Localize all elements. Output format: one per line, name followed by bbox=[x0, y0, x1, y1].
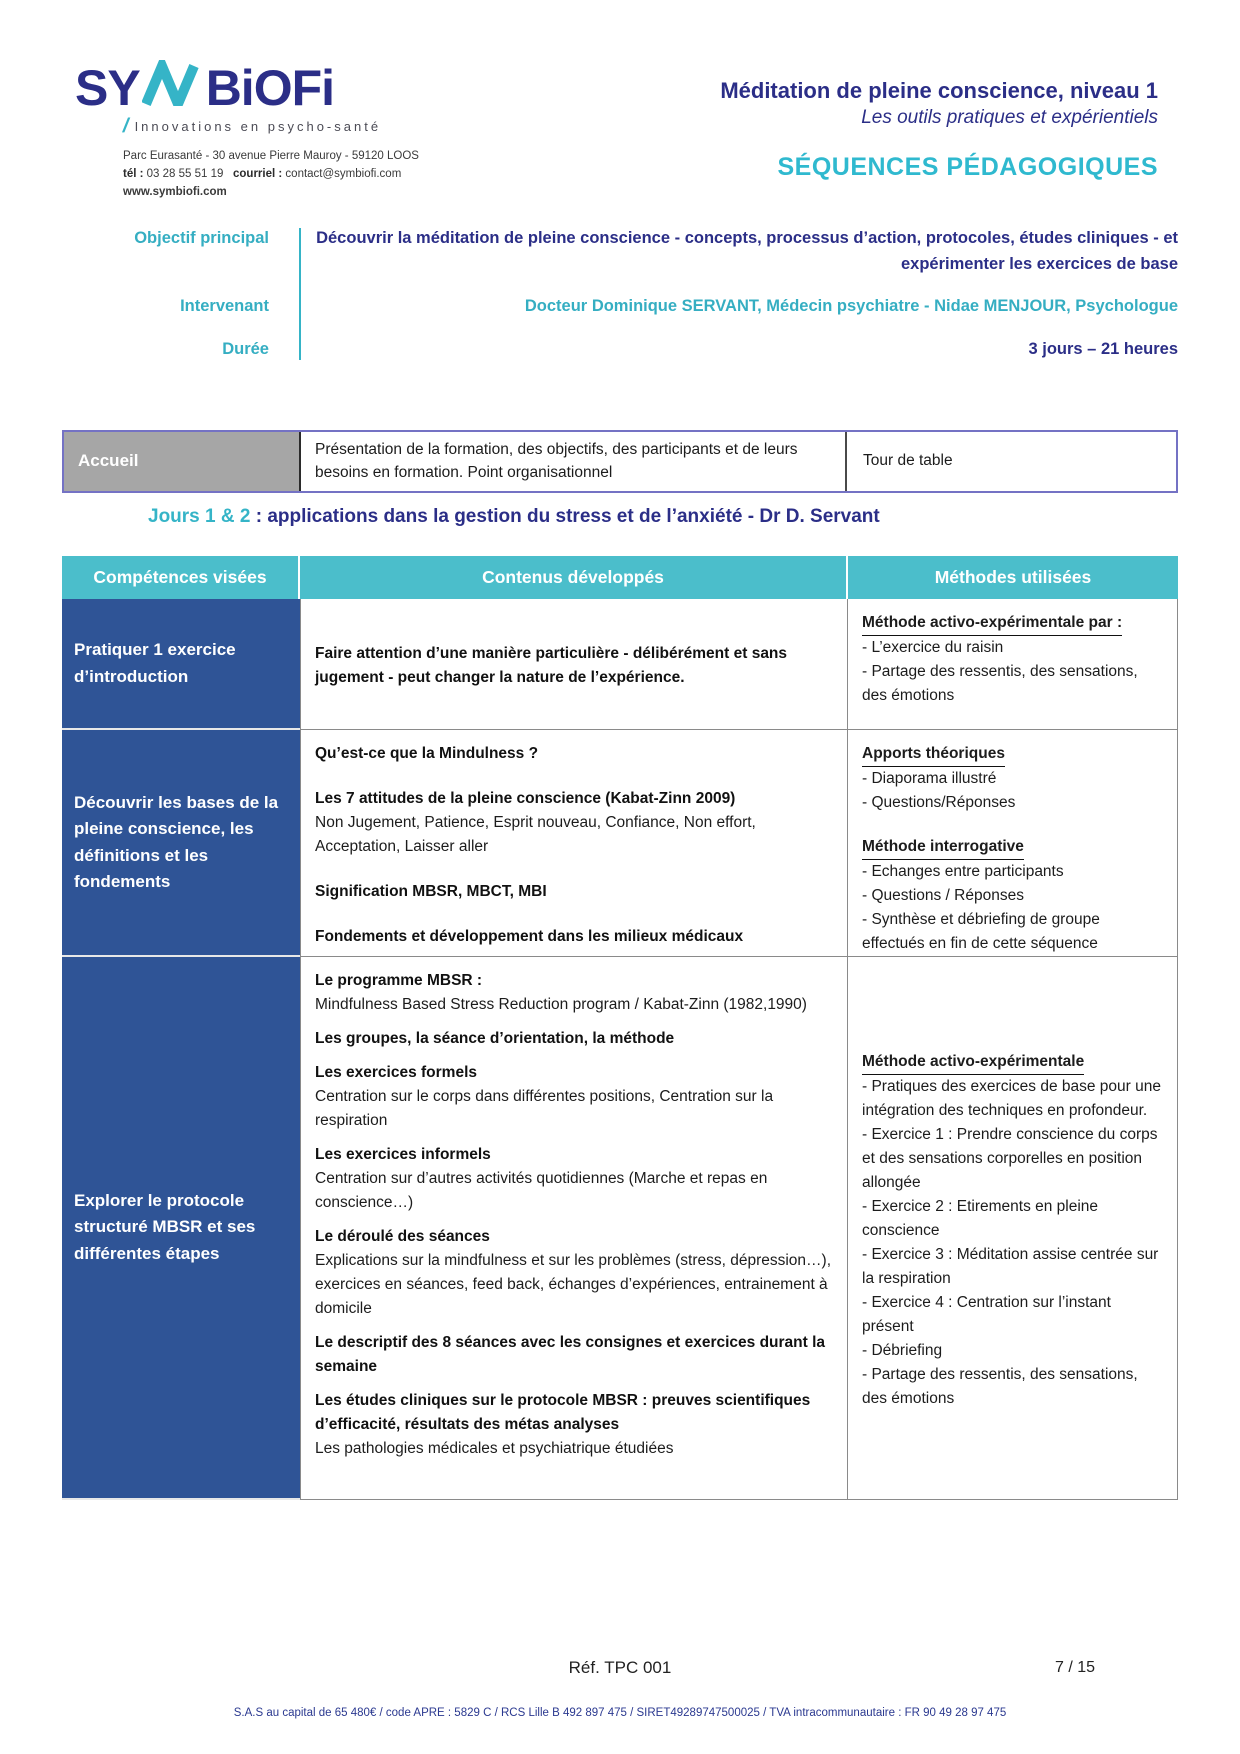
content-paragraph bbox=[315, 1331, 835, 1379]
method-block bbox=[862, 611, 1165, 708]
paragraph-title: Les études cliniques sur le protocole MBSR : preuves scientifiques d’efficacité, résultats des métas analyses bbox=[315, 1392, 811, 1433]
paragraph-body: Explications sur la mindfulness et sur les problèmes (stress, dépression…), exercices en séances, feed back, échanges d’expériences, entrainement à domicile bbox=[315, 1252, 832, 1317]
info-row-duree bbox=[62, 337, 1178, 363]
accueil-description-cell: Présentation de la formation, des objectifs, des participants et de leurs besoins en formation. Point organisationnel bbox=[301, 432, 847, 491]
paragraph-title: Le déroulé des séances bbox=[315, 1228, 490, 1245]
content-paragraph bbox=[315, 880, 835, 904]
paragraph-title: Le programme MBSR : bbox=[315, 972, 483, 989]
tel-label: tél : bbox=[123, 167, 144, 180]
info-row-objectif bbox=[62, 226, 1178, 277]
page-number: 7 / 15 bbox=[1054, 1659, 1095, 1676]
content-paragraph bbox=[315, 787, 835, 859]
company-address bbox=[123, 148, 419, 201]
content-paragraph bbox=[315, 969, 835, 1017]
methods-cell bbox=[848, 730, 1178, 957]
competence-cell: Découvrir les bases de la pleine conscience, les définitions et les fondements bbox=[62, 730, 300, 957]
website-link: www.symbiofi.com bbox=[123, 185, 227, 198]
table-row bbox=[62, 599, 1178, 730]
logo-wordmark bbox=[75, 60, 419, 116]
legal-footer-line: S.A.S au capital de 65 480€ / code APRE : 5829 C / RCS Lille B 492 897 475 / SIRET49289747500025 / TVA intracommunautaire : FR 90 49 28 97 475 bbox=[233, 1707, 1007, 1719]
method-heading: Apports théoriques bbox=[862, 742, 1005, 767]
logo-tagline bbox=[120, 115, 419, 138]
paragraph-title: Signification MBSR, MBCT, MBI bbox=[315, 883, 547, 900]
accueil-label-cell: Accueil bbox=[64, 432, 301, 491]
document-title: Méditation de pleine conscience, niveau 1 bbox=[720, 78, 1158, 103]
paragraph-body: Centration sur le corps dans différentes positions, Centration sur la respiration bbox=[315, 1088, 774, 1129]
document-type-title: SÉQUENCES PÉDAGOGIQUES bbox=[777, 153, 1158, 181]
tagline-text: Innovations en psycho-santé bbox=[134, 119, 382, 134]
method-item: - Diaporama illustré bbox=[862, 770, 997, 787]
document-reference: Réf. TPC 001 bbox=[568, 1658, 672, 1677]
content-paragraph bbox=[315, 1389, 835, 1461]
content-paragraph bbox=[315, 742, 835, 766]
method-item: - Pratiques des exercices de base pour une intégration des techniques en profondeur. bbox=[862, 1077, 1161, 1119]
competence-cell: Pratiquer 1 exercice d’introduction bbox=[62, 599, 300, 730]
method-item: - Questions/Réponses bbox=[862, 794, 1016, 811]
tel-value: 03 28 55 51 19 bbox=[146, 167, 224, 180]
header-competences: Compétences visées bbox=[62, 556, 300, 599]
accueil-table bbox=[62, 430, 1178, 493]
duree-value: 3 jours – 21 heures bbox=[1028, 339, 1178, 358]
training-info-block bbox=[62, 226, 1178, 362]
objectif-value: Découvrir la méditation de pleine conscience - concepts, processus d’action, protocoles, études cliniques - et expérimenter les exercices de base bbox=[316, 229, 1178, 273]
info-divider-line bbox=[299, 228, 301, 360]
table-row bbox=[62, 730, 1178, 957]
section-title-days: Jours 1 & 2 bbox=[148, 506, 251, 527]
header-contenus: Contenus développés bbox=[300, 556, 848, 599]
content-cell bbox=[300, 730, 848, 957]
document-header bbox=[720, 78, 1158, 182]
method-item: - Echanges entre participants bbox=[862, 863, 1064, 880]
paragraph-title: Qu’est-ce que la Mindulness ? bbox=[315, 745, 539, 762]
method-heading: Méthode interrogative bbox=[862, 835, 1024, 860]
paragraph-body: Non Jugement, Patience, Esprit nouveau, Confiance, Non effort, Acceptation, Laisser aller bbox=[315, 814, 756, 855]
method-item: - Partage des ressentis, des sensations, des émotions bbox=[862, 1365, 1138, 1407]
content-cell bbox=[300, 957, 848, 1500]
method-heading: Méthode activo-expérimentale bbox=[862, 1050, 1084, 1075]
method-heading: Méthode activo-expérimentale par : bbox=[862, 611, 1122, 636]
table-header-row bbox=[62, 556, 1178, 599]
mail-value: contact@symbiofi.com bbox=[285, 167, 402, 180]
content-cell bbox=[300, 599, 848, 730]
paragraph-body: Les pathologies médicales et psychiatrique étudiées bbox=[315, 1440, 674, 1457]
paragraph-body: Mindfulness Based Stress Reduction program / Kabat-Zinn (1982,1990) bbox=[315, 996, 807, 1013]
contact-line bbox=[123, 166, 419, 184]
method-item: - Exercice 3 : Méditation assise centrée sur la respiration bbox=[862, 1245, 1159, 1287]
company-logo bbox=[75, 60, 419, 201]
paragraph-title: Les groupes, la séance d’orientation, la méthode bbox=[315, 1030, 675, 1047]
info-row-intervenant bbox=[62, 294, 1178, 320]
method-item: - Exercice 2 : Etirements en pleine conscience bbox=[862, 1197, 1099, 1239]
paragraph-body: Centration sur d’autres activités quotidiennes (Marche et repas en conscience…) bbox=[315, 1170, 768, 1211]
content-paragraph bbox=[315, 1061, 835, 1133]
method-item: - Débriefing bbox=[862, 1341, 943, 1359]
intervenant-value: Docteur Dominique SERVANT, Médecin psychiatre - Nidae MENJOUR, Psychologue bbox=[524, 297, 1178, 316]
method-item: - Partage des ressentis, des sensations, des émotions bbox=[862, 663, 1138, 704]
content-paragraph bbox=[315, 1027, 835, 1051]
competence-cell: Explorer le protocole structuré MBSR et ses différentes étapes bbox=[62, 957, 300, 1500]
methods-cell bbox=[848, 599, 1178, 730]
tagline-slash-icon: / bbox=[120, 115, 132, 137]
paragraph-title: Les exercices formels bbox=[315, 1064, 477, 1081]
pedagogical-table bbox=[62, 556, 1178, 1500]
paragraph-title: Le descriptif des 8 séances avec les consignes et exercices durant la semaine bbox=[315, 1334, 826, 1375]
paragraph-title: Les 7 attitudes de la pleine conscience (Kabat-Zinn 2009) bbox=[315, 790, 736, 807]
mail-label: courriel : bbox=[233, 167, 283, 180]
method-item: - Exercice 1 : Prendre conscience du corps et des sensations corporelles en position allongée bbox=[862, 1125, 1158, 1191]
method-block bbox=[862, 742, 1165, 815]
header-methodes: Méthodes utilisées bbox=[848, 556, 1178, 599]
table-row bbox=[62, 957, 1178, 1500]
content-paragraph bbox=[315, 925, 835, 949]
content-paragraph: Faire attention d’une manière particulière - délibérément et sans jugement - peut changer la nature de l’expérience. bbox=[315, 645, 788, 686]
objectif-label: Objectif principal bbox=[134, 229, 269, 247]
intervenant-label: Intervenant bbox=[180, 297, 269, 316]
logo-text-right: BiOFi bbox=[205, 60, 335, 116]
address-line: Parc Eurasanté - 30 avenue Pierre Mauroy - 59120 LOOS bbox=[123, 150, 419, 162]
logo-wave-icon bbox=[142, 60, 204, 111]
content-paragraph bbox=[315, 1143, 835, 1215]
logo-text-left: SY bbox=[75, 60, 140, 116]
method-block bbox=[862, 1050, 1165, 1411]
method-item: - Synthèse et débriefing de groupe effectués en fin de cette séquence bbox=[862, 911, 1100, 952]
method-item: - Exercice 4 : Centration sur l’instant présent bbox=[862, 1293, 1111, 1335]
document-subtitle: Les outils pratiques et expérientiels bbox=[861, 107, 1158, 128]
accueil-method-cell: Tour de table bbox=[863, 452, 953, 470]
method-item: - L’exercice du raisin bbox=[862, 639, 1004, 656]
section-title bbox=[148, 506, 880, 528]
methods-cell bbox=[848, 957, 1178, 1500]
paragraph-title: Les exercices informels bbox=[315, 1146, 491, 1163]
duree-label: Durée bbox=[222, 339, 269, 358]
paragraph-title: Fondements et développement dans les milieux médicaux bbox=[315, 928, 744, 945]
method-block bbox=[862, 835, 1165, 956]
section-title-rest: : applications dans la gestion du stress et de l’anxiété - Dr D. Servant bbox=[250, 506, 880, 527]
method-item: - Questions / Réponses bbox=[862, 887, 1024, 904]
content-paragraph bbox=[315, 1225, 835, 1321]
